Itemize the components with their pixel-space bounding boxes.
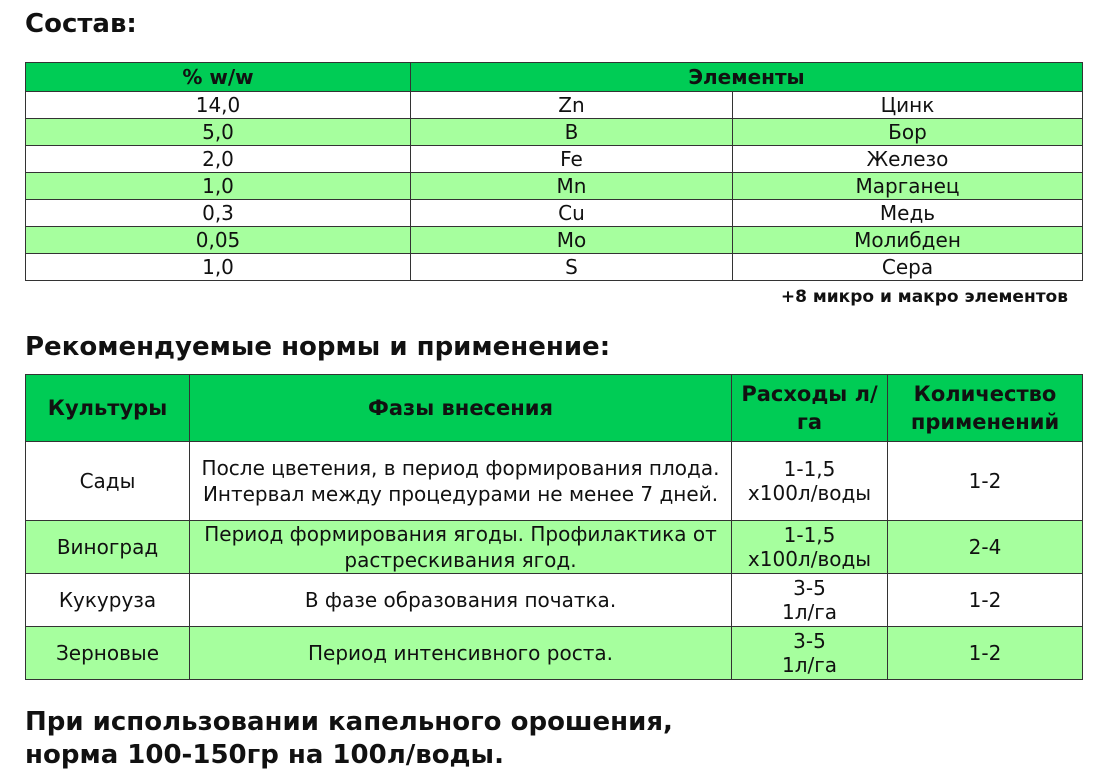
element-name-cell: Железо [733,146,1083,173]
rate-unit: x100л/воды [747,481,872,505]
rate-value: 1-1,5 [783,457,836,481]
count-cell: 2-4 [888,521,1083,574]
rate-cell [732,574,888,627]
crop-cell: Кукуруза [26,574,190,627]
crop-cell: Сады [26,442,190,521]
symbol-cell: Mn [411,173,733,200]
drip-note-line-1: При использовании капельного орошения, [25,707,673,737]
table-row [26,119,1083,146]
table-row [26,200,1083,227]
table-row [26,146,1083,173]
composition-title: Состав: [25,9,137,39]
phase-cell: После цветения, в период формирования плода. Интервал между процедурами не менее 7 дней. [190,442,732,521]
element-name-cell: Бор [733,119,1083,146]
table-row [26,574,1083,627]
table-row [26,227,1083,254]
percent-cell: 1,0 [26,254,411,281]
symbol-cell: B [411,119,733,146]
header-crops: Культуры [26,375,190,442]
rate-value: 3-5 [793,629,826,653]
count-cell: 1-2 [888,574,1083,627]
header-percent: % w/w [26,63,411,92]
header-rates: Расходы л/га [732,375,888,442]
symbol-cell: Mo [411,227,733,254]
percent-cell: 1,0 [26,173,411,200]
percent-cell: 2,0 [26,146,411,173]
percent-cell: 14,0 [26,92,411,119]
rate-cell [732,521,888,574]
count-cell: 1-2 [888,442,1083,521]
rate-unit: 1л/га [781,600,837,624]
phase-cell: Период формирования ягоды. Профилактика от растрескивания ягод. [190,521,732,574]
header-count: Количество применений [888,375,1083,442]
element-name-cell: Цинк [733,92,1083,119]
recommendations-table [25,374,1083,680]
header-elements: Элементы [411,63,1083,92]
table-row [26,521,1083,574]
element-name-cell: Молибден [733,227,1083,254]
symbol-cell: Fe [411,146,733,173]
rate-value: 1-1,5 [783,523,836,547]
drip-note-line-2: норма 100-150гр на 100л/воды. [25,740,504,770]
element-name-cell: Сера [733,254,1083,281]
recommendations-title: Рекомендуемые нормы и применение: [25,332,611,362]
element-name-cell: Марганец [733,173,1083,200]
symbol-cell: Zn [411,92,733,119]
drip-irrigation-note [25,706,673,772]
crop-cell: Виноград [26,521,190,574]
composition-table [25,62,1083,281]
table-row [26,173,1083,200]
percent-cell: 0,3 [26,200,411,227]
phase-cell: В фазе образования початка. [190,574,732,627]
element-name-cell: Медь [733,200,1083,227]
table-row [26,92,1083,119]
table-row [26,442,1083,521]
percent-cell: 5,0 [26,119,411,146]
rate-unit: 1л/га [781,653,837,677]
rate-cell [732,627,888,680]
rate-cell [732,442,888,521]
crop-cell: Зерновые [26,627,190,680]
rate-unit: x100л/воды [747,547,872,571]
recommendations-header-row [26,375,1083,442]
elements-note: +8 микро и макро элементов [780,287,1068,307]
rate-value: 3-5 [793,576,826,600]
header-phases: Фазы внесения [190,375,732,442]
symbol-cell: Cu [411,200,733,227]
table-row [26,627,1083,680]
table-row [26,254,1083,281]
count-cell: 1-2 [888,627,1083,680]
percent-cell: 0,05 [26,227,411,254]
phase-cell: Период интенсивного роста. [190,627,732,680]
composition-header-row [26,63,1083,92]
symbol-cell: S [411,254,733,281]
